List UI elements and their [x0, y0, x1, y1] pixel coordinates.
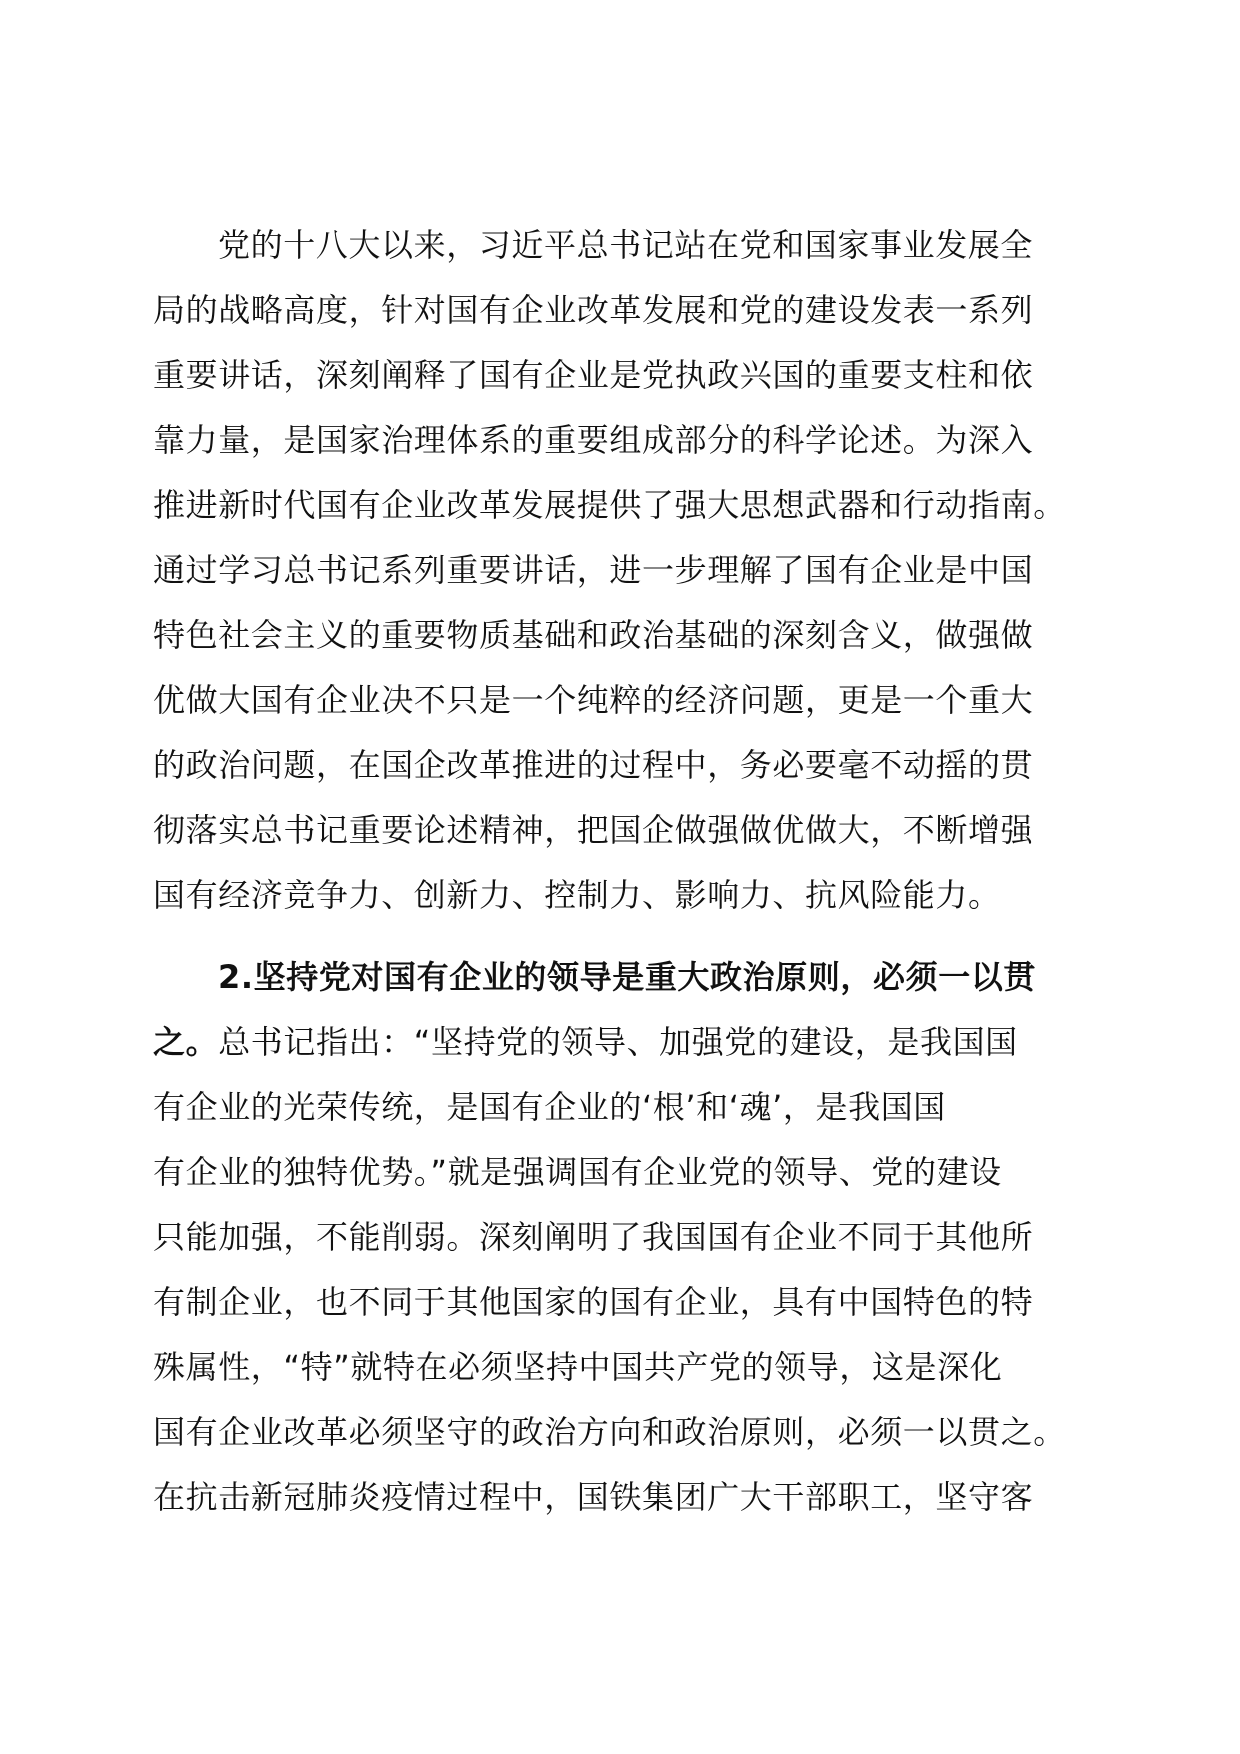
paragraph-2-line-3: 有企业的光荣传统，是国有企业的‘根’和‘魂’，是我国国 — [153, 1088, 946, 1126]
paragraph-2-line-6: 有制企业，也不同于其他国家的国有企业，具有中国特色的特 — [153, 1283, 1034, 1321]
paragraph-2-line-4: 有企业的独特优势。”就是强调国有企业党的领导、党的建设 — [153, 1153, 1002, 1191]
paragraph-2-line-2 — [153, 1009, 1103, 1075]
paragraph-1-line-7: 特色社会主义的重要物质基础和政治基础的深刻含义，做强做 — [153, 616, 1034, 654]
paragraph-1-line-1: 党的十八大以来，习近平总书记站在党和国家事业发展全 — [218, 226, 1034, 264]
paragraph-2-line-7: 殊属性，“特”就特在必须坚持中国共产党的领导，这是深化 — [153, 1348, 1003, 1386]
paragraph-1-line-2: 局的战略高度，针对国有企业改革发展和党的建设发表一系列 — [153, 291, 1034, 329]
paragraph-2-line-5: 只能加强，不能削弱。深刻阐明了我国国有企业不同于其他所 — [153, 1218, 1034, 1256]
paragraph-1-line-11: 国有经济竞争力、创新力、控制力、影响力、抗风险能力。 — [153, 876, 1001, 914]
paragraph-1-line-5: 推进新时代国有企业改革发展提供了强大思想武器和行动指南。 — [153, 486, 1066, 524]
paragraph-2-heading: 2.坚持党对国有企业的领导是重大政治原则，必须一以贯 — [218, 958, 1037, 996]
paragraph-1-line-9: 的政治问题，在国企改革推进的过程中，务必要毫不动摇的贯 — [153, 746, 1034, 784]
paragraph-1-line-3: 重要讲话，深刻阐释了国有企业是党执政兴国的重要支柱和依 — [153, 356, 1034, 394]
paragraph-1-line-8: 优做大国有企业决不只是一个纯粹的经济问题，更是一个重大 — [153, 681, 1034, 719]
paragraph-2-line-9: 在抗击新冠肺炎疫情过程中，国铁集团广大干部职工，坚守客 — [153, 1478, 1034, 1516]
paragraph-2-line-2-text: 总书记指出：“坚持党的领导、加强党的建设，是我国国 — [218, 1023, 1018, 1061]
paragraph-1-line-10: 彻落实总书记重要论述精神，把国企做强做优做大，不断增强 — [153, 811, 1034, 849]
paragraph-1-line-4: 靠力量，是国家治理体系的重要组成部分的科学论述。为深入 — [153, 421, 1034, 459]
paragraph-2-line-8: 国有企业改革必须坚守的政治方向和政治原则，必须一以贯之。 — [153, 1413, 1066, 1451]
paragraph-1-line-6: 通过学习总书记系列重要讲话，进一步理解了国有企业是中国 — [153, 551, 1034, 589]
paragraph-2-heading-tail: 之。 — [153, 1023, 219, 1061]
